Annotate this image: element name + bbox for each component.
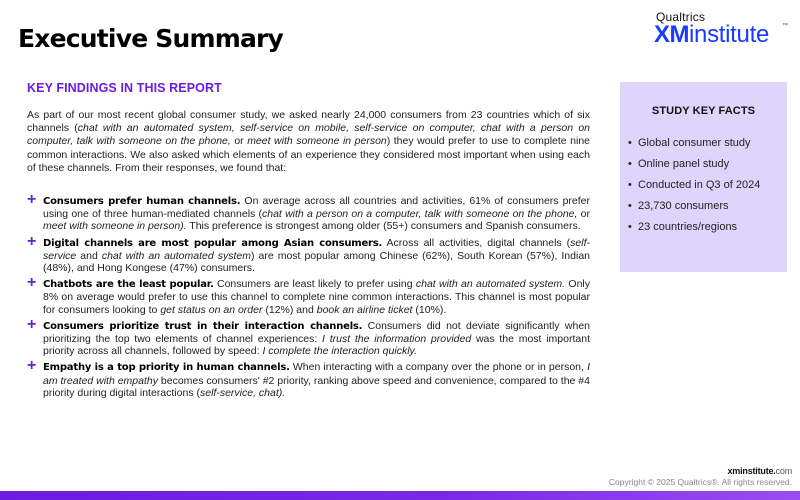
study-key-facts-panel <box>620 82 787 272</box>
study-facts-list <box>628 136 760 241</box>
plus-icon: + <box>27 315 37 333</box>
bullet-icon: • <box>628 179 632 191</box>
finding-lead: Digital channels are most popular among Asian consumers. <box>43 237 383 249</box>
bottom-accent-bar <box>0 491 800 500</box>
bullet-icon: • <box>628 137 632 149</box>
study-fact-item: • Conducted in Q3 of 2024 <box>628 179 761 191</box>
plus-icon: + <box>27 191 37 208</box>
logo-qualtrics-text: Qualtrics <box>656 10 706 24</box>
footer-copyright: Copyright © 2025 Qualtrics®. All rights reserved. <box>608 477 792 487</box>
logo-institute-text: institute <box>689 21 770 48</box>
finding-text: Consumers prefer human channels. On average across all countries and activities, 61% of consumers prefer using one of three human-mediated channels (chat with a person on a computer, talk with someone on the phone, or meet with someone in person). This preference is strongest among older (55+) consumers and Spanish consumers. <box>43 195 591 233</box>
study-fact-item: • 23,730 consumers <box>628 200 729 212</box>
plus-icon: + <box>27 232 37 250</box>
intro-paragraph: As part of our most recent global consumer study, we asked nearly 24,000 consumers from 23 countries which of six channels (chat with an automated system, self-service on mobile, self-service on computer, chat with a person on computer, talk with someone on the phone, or meet with someone in person) they would prefer to use to complete nine common interactions. We also asked which elements of an experience they considered most important when using each of these channels. From their responses, we found that: <box>27 109 590 174</box>
plus-icon: + <box>27 274 37 292</box>
finding-text: Chatbots are the least popular. Consumers are least likely to prefer using chat with an automated system. Only 8% on average would prefer to use this channel to complete nine common interactions. This channel is most popular for consumers looking to get status on an order (12%) and book an airline ticket (10%). <box>43 278 591 316</box>
finding-text: Digital channels are most popular among Asian consumers. Across all activities, digital channels (self-service and chat with an automated system) are most popular among Chinese (62%), South Korean (57%), Indian (48%), and Hong Kongese (47%) consumers. <box>43 236 591 275</box>
finding-lead: Chatbots are the least popular. <box>43 279 214 291</box>
logo-xm-text: XM <box>654 21 689 48</box>
study-fact-item: • Global consumer study <box>628 137 751 149</box>
finding-text: Empathy is a top priority in human channels. When interacting with a company over the phone or in person, I am treated with empathy becomes consumers' #2 priority, ranking above speed and convenience, compared to the #4 priority during digital interactions (self-service, chat). <box>43 361 590 399</box>
bullet-icon: • <box>628 221 632 233</box>
finding-lead: Consumers prefer human channels. <box>43 196 241 207</box>
study-fact-item: • Online panel study <box>628 158 730 170</box>
key-findings-heading: KEY FINDINGS IN THIS REPORT <box>27 81 222 95</box>
study-fact-item: • 23 countries/regions <box>628 221 738 233</box>
xm-institute-logo <box>654 10 790 50</box>
finding-item <box>27 191 591 233</box>
finding-item <box>27 357 590 399</box>
finding-item <box>27 274 591 316</box>
plus-icon: + <box>27 357 37 375</box>
finding-text: Consumers prioritize trust in their interaction channels. Consumers did not deviate significantly when prioritizing the top two elements of channel experiences: I trust the information provided was the most important priority across all channels, followed by speed: I complete the interaction quickly. <box>43 319 590 358</box>
finding-item <box>27 315 590 358</box>
study-facts-title: STUDY KEY FACTS <box>651 105 756 117</box>
page-title: Executive Summary <box>18 24 284 53</box>
finding-lead: Empathy is a top priority in human channels. <box>43 362 290 374</box>
bullet-icon: • <box>628 158 632 170</box>
finding-lead: Consumers prioritize trust in their interaction channels. <box>43 320 363 332</box>
findings-list <box>27 191 591 399</box>
footer-website[interactable]: xminstitute.com <box>727 466 792 476</box>
bullet-icon: • <box>628 200 632 212</box>
logo-trademark: ™ <box>782 23 788 29</box>
finding-item <box>27 232 591 275</box>
